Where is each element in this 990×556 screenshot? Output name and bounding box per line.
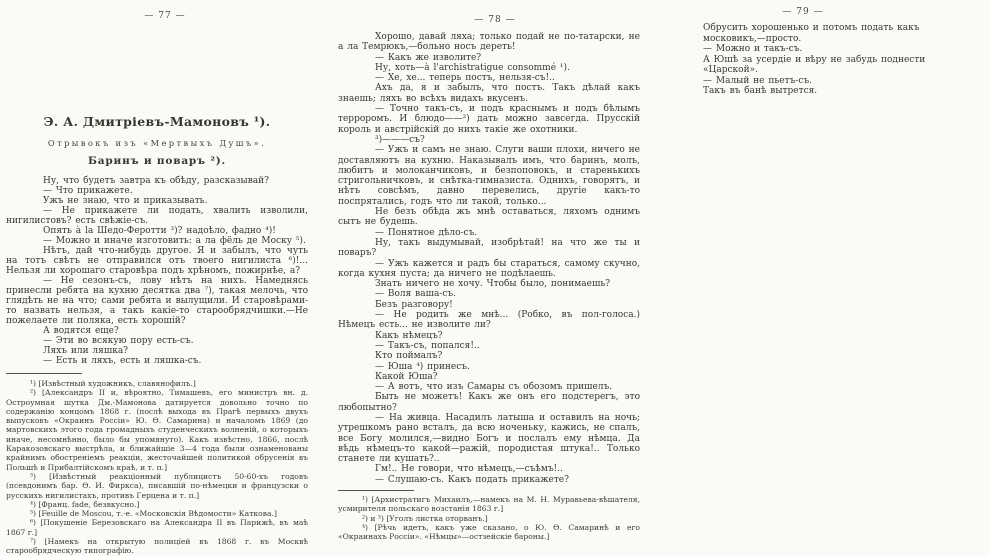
paragraph: Ляхъ или ляшка? — [43, 346, 129, 356]
page-78-body — [338, 32, 640, 485]
paragraph: — Воля ваша-съ. — [375, 289, 456, 300]
paragraph: Не безъ обѣда жъ мнѣ оставаться, ляхомъ однимъ сытъ не будешь. — [338, 207, 640, 228]
paragraph: ³)———съ? — [375, 134, 425, 145]
page-78 — [330, 0, 660, 542]
article-header — [6, 114, 308, 167]
piece-title: Баринъ и поваръ ²). — [87, 155, 226, 167]
footnote-separator — [338, 490, 414, 491]
page-79 — [660, 0, 990, 512]
page-number: — 78 — — [474, 15, 516, 25]
page-77-body — [6, 176, 308, 366]
footnote: ⁴) [Рѣчь идетъ, какъ уже сказано, о Ю. Ѳ. Самаринѣ и его «Окраинахъ Россіи». «Нѣмцы»—остзейскіе бароны.] — [338, 522, 640, 542]
paragraph: — Что прикажете. — [43, 186, 133, 196]
author-title: Э. А. Дмитріевъ-Мамоновъ ¹). — [43, 114, 271, 129]
paragraph: Такъ въ банѣ вытрется. — [703, 86, 818, 96]
paragraph: Какой Юша? — [375, 371, 438, 382]
paragraph: Ну, хоть—à l'archistratigue consommé ¹). — [375, 62, 570, 73]
paragraph: — Ужъ кажется и радъ бы стараться, самому скучно, когда кухня пуста; да ничего не подѣлаешь. — [338, 258, 640, 279]
paragraph: — Можно и такъ-съ. — [703, 44, 803, 54]
paragraph: Какъ нѣмецъ? — [375, 330, 443, 341]
paragraph: Хорошо, давай ляха; только подай не по-татарски, не а ла Темрюкъ,—больно носъ дереть! — [338, 32, 640, 53]
paragraph: — А вотъ, что изъ Самары съ обозомъ пришелъ. — [375, 382, 613, 393]
paragraph: А Юшѣ за усердіе и вѣру не забудь поднести «Царской». — [703, 54, 926, 75]
paragraph: — Такъ-съ, попался!.. — [375, 340, 480, 351]
page-79-body — [703, 23, 965, 97]
paragraph: Ахъ да, я и забылъ, что постъ. Такъ дѣлай какъ знаешь; ляхъ во всѣхъ видахъ вкусенъ. — [338, 83, 640, 104]
paragraph: — Слушаю-съ. Какъ подать прикажете? — [375, 474, 569, 485]
footnote: ²) и ³) [Уголъ листка оторванъ.] — [362, 513, 488, 523]
paragraph: — Эти во всякую пору есть-съ. — [43, 336, 194, 346]
paragraph: Ну, такъ выдумывай, изобрѣтай! на что же ты и поваръ? — [338, 237, 640, 259]
page-78-footnotes — [338, 495, 640, 541]
page-77 — [0, 0, 330, 556]
paragraph: Ужъ не знаю, что и приказывать. — [43, 196, 208, 206]
footnote: ¹) [Архистратигъ Михаилъ,—намекъ на М. Н. Муравьева-вѣшателя, усмирителя польскаго возстанія 1863 г.] — [338, 495, 640, 514]
paragraph: Кто поймалъ? — [375, 351, 443, 362]
footnote: ⁵) [Feuille de Moscou, т.-е. «Московскія Вѣдомости» Каткова.] — [30, 509, 277, 519]
paragraph: Ну, что будетъ завтра къ обѣду, разсказывай? — [43, 176, 269, 186]
footnote: ¹) [Извѣстный художникъ, славянофилъ.] — [30, 379, 196, 388]
page-number: — 79 — — [782, 7, 824, 17]
paragraph: — Точно такъ-съ, и подъ краснымъ и подъ бѣлымъ терроромъ. И блюдо——²) дать можно завсегда. Прусскій король и австрійскій до нихъ такіе же охотники. — [338, 104, 640, 135]
paragraph: — Юша ⁴) принесъ. — [375, 361, 470, 372]
page-77-footnotes — [6, 379, 308, 556]
paragraph: — Можно и иначе изготовить: а ла фёль де Моску ⁵). — [43, 236, 306, 246]
paragraph: — Хе, хе... теперь постъ, нельзя-съ!.. — [375, 73, 555, 84]
paragraph: Опять à la Шедо-Феротти ³)? надоѣло, фадно ⁴)! — [43, 226, 276, 236]
paragraph: — Не родить же мнѣ... (Робко, въ пол-голоса.) Нѣмецъ есть... не изволите ли? — [338, 310, 640, 331]
paragraph: — Ужъ и самъ не знаю. Слуги ваши плохи, ничего не доставляютъ на кухню. Наказывалъ имъ, что баринъ, молъ, любитъ и молоканчиковъ, и безпоповокъ, и старенькихъ стригольничковъ, и снѣтка-гимназиста. Однихъ, говорятъ, и нѣтъ совсѣмъ, давно перевелись, другіе какъ-то поспрятались, годъ что ли такой, только... — [338, 145, 640, 207]
paragraph: — Не прикажете ли подать, хвалить изволили, нигилистовъ? есть свѣжіе-съ. — [6, 206, 308, 226]
footnote: ⁴) [Франц. fade, безвкусно.] — [30, 499, 140, 509]
footnote: ²) [Александръ II и, вѣроятно, Тимашевъ, его министръ вн. д. Остроумная шутка Дм.-Мамонова датируется довольно точно по содержанію концомъ 1868 г. (послѣ выхода въ Прагѣ первыхъ двухъ выпусковъ «Окраинъ Россіи» Ю. Ѳ. Самарина) и началомъ 1869 (до мартовскихъ этого года громадныхъ студенческихъ волненій, о которыхъ иначе, несомнѣнно, было бы упомянуто). Какъ извѣстно, 1866, послѣ Каракозовскаго выстрѣла, и ближайшіе 3—4 года были ознаменованы крайнимъ обостреніемъ реакціи, жесточайшей политикой обрусенія въ Польшѣ и Прибалтійскомъ краѣ, и т. п.] — [6, 388, 308, 472]
footnote-separator — [6, 373, 82, 374]
footnote: ⁶) [Покушеніе Березовскаго на Александра II въ Парижѣ, въ маѣ 1867 г.] — [6, 518, 308, 537]
paragraph: Знать ничего не хочу. Чтобы было, понимаешь? — [375, 279, 611, 290]
footnote: ³) [Извѣстный реакціонный публицистъ 50-60-хъ годовъ (псевдонимъ бар. Ѳ. И. Фиркса), писавшій по-нѣмецки и французски о русскихъ нигилистахъ, противъ Герцена и т. п.] — [6, 471, 308, 500]
paragraph: Нѣтъ, дай что-нибудь другое. Я и забылъ, что чуть на тотъ свѣтъ не отправился отъ твоего нигилиста ⁶)!... Нельзя ли хорошаго старовѣра подъ хрѣномъ, пожирнѣе, а? — [6, 246, 308, 276]
paragraph: — Какъ же изволите? — [375, 52, 482, 63]
paragraph: Безъ разговору! — [375, 299, 453, 310]
page-number: — 77 — — [144, 11, 186, 21]
work-subtitle: Отрывокъ изъ «Мертвыхъ Душъ». — [47, 138, 267, 148]
paragraph: — Есть и ляхъ, есть и ляшка-съ. — [43, 356, 202, 366]
paragraph: — Понятное дѣло-съ. — [375, 227, 478, 238]
paragraph: — На живца. Насадилъ латыша и оставилъ на ночь; утрешкомъ рано всталъ, да всю ноченьку, кажись, не спалъ, все Богу молился,—видно Богъ и послалъ ему нѣмца. Да вѣдь нѣмецъ-то какой—ражій, породистая штука!.. Только станете ли кушать?.. — [338, 412, 640, 465]
paragraph: Гм!.. Не говори, что нѣмецъ,—съѣмъ!.. — [375, 464, 563, 475]
paragraph: — Малый не пьетъ-съ. — [703, 75, 812, 86]
paragraph: А водятся еще? — [43, 326, 119, 336]
footnote: ⁷) [Намекъ на открытую полиціей въ 1868 г. въ Москвѣ старообрядческую типографію. — [6, 537, 308, 556]
paragraph: Обрусить хорошенько и потомъ подать какъ московикъ,—просто. — [703, 23, 920, 44]
paragraph: Быть не можетъ! Какъ же онъ его подстерегъ, это любопытно? — [338, 392, 640, 413]
paragraph: — Не сезонъ-съ, лову нѣтъ на нихъ. Намеднясь принесли ребята на кухню десятка два ⁷), такая мелочь, что глядѣть не на что; сами ребята и вылущили. И старовѣрами-то назвать нельзя, а такъ какіе-то старообрядчишки.—Не пожелаете ли поляка, есть хорошій? — [6, 276, 308, 326]
